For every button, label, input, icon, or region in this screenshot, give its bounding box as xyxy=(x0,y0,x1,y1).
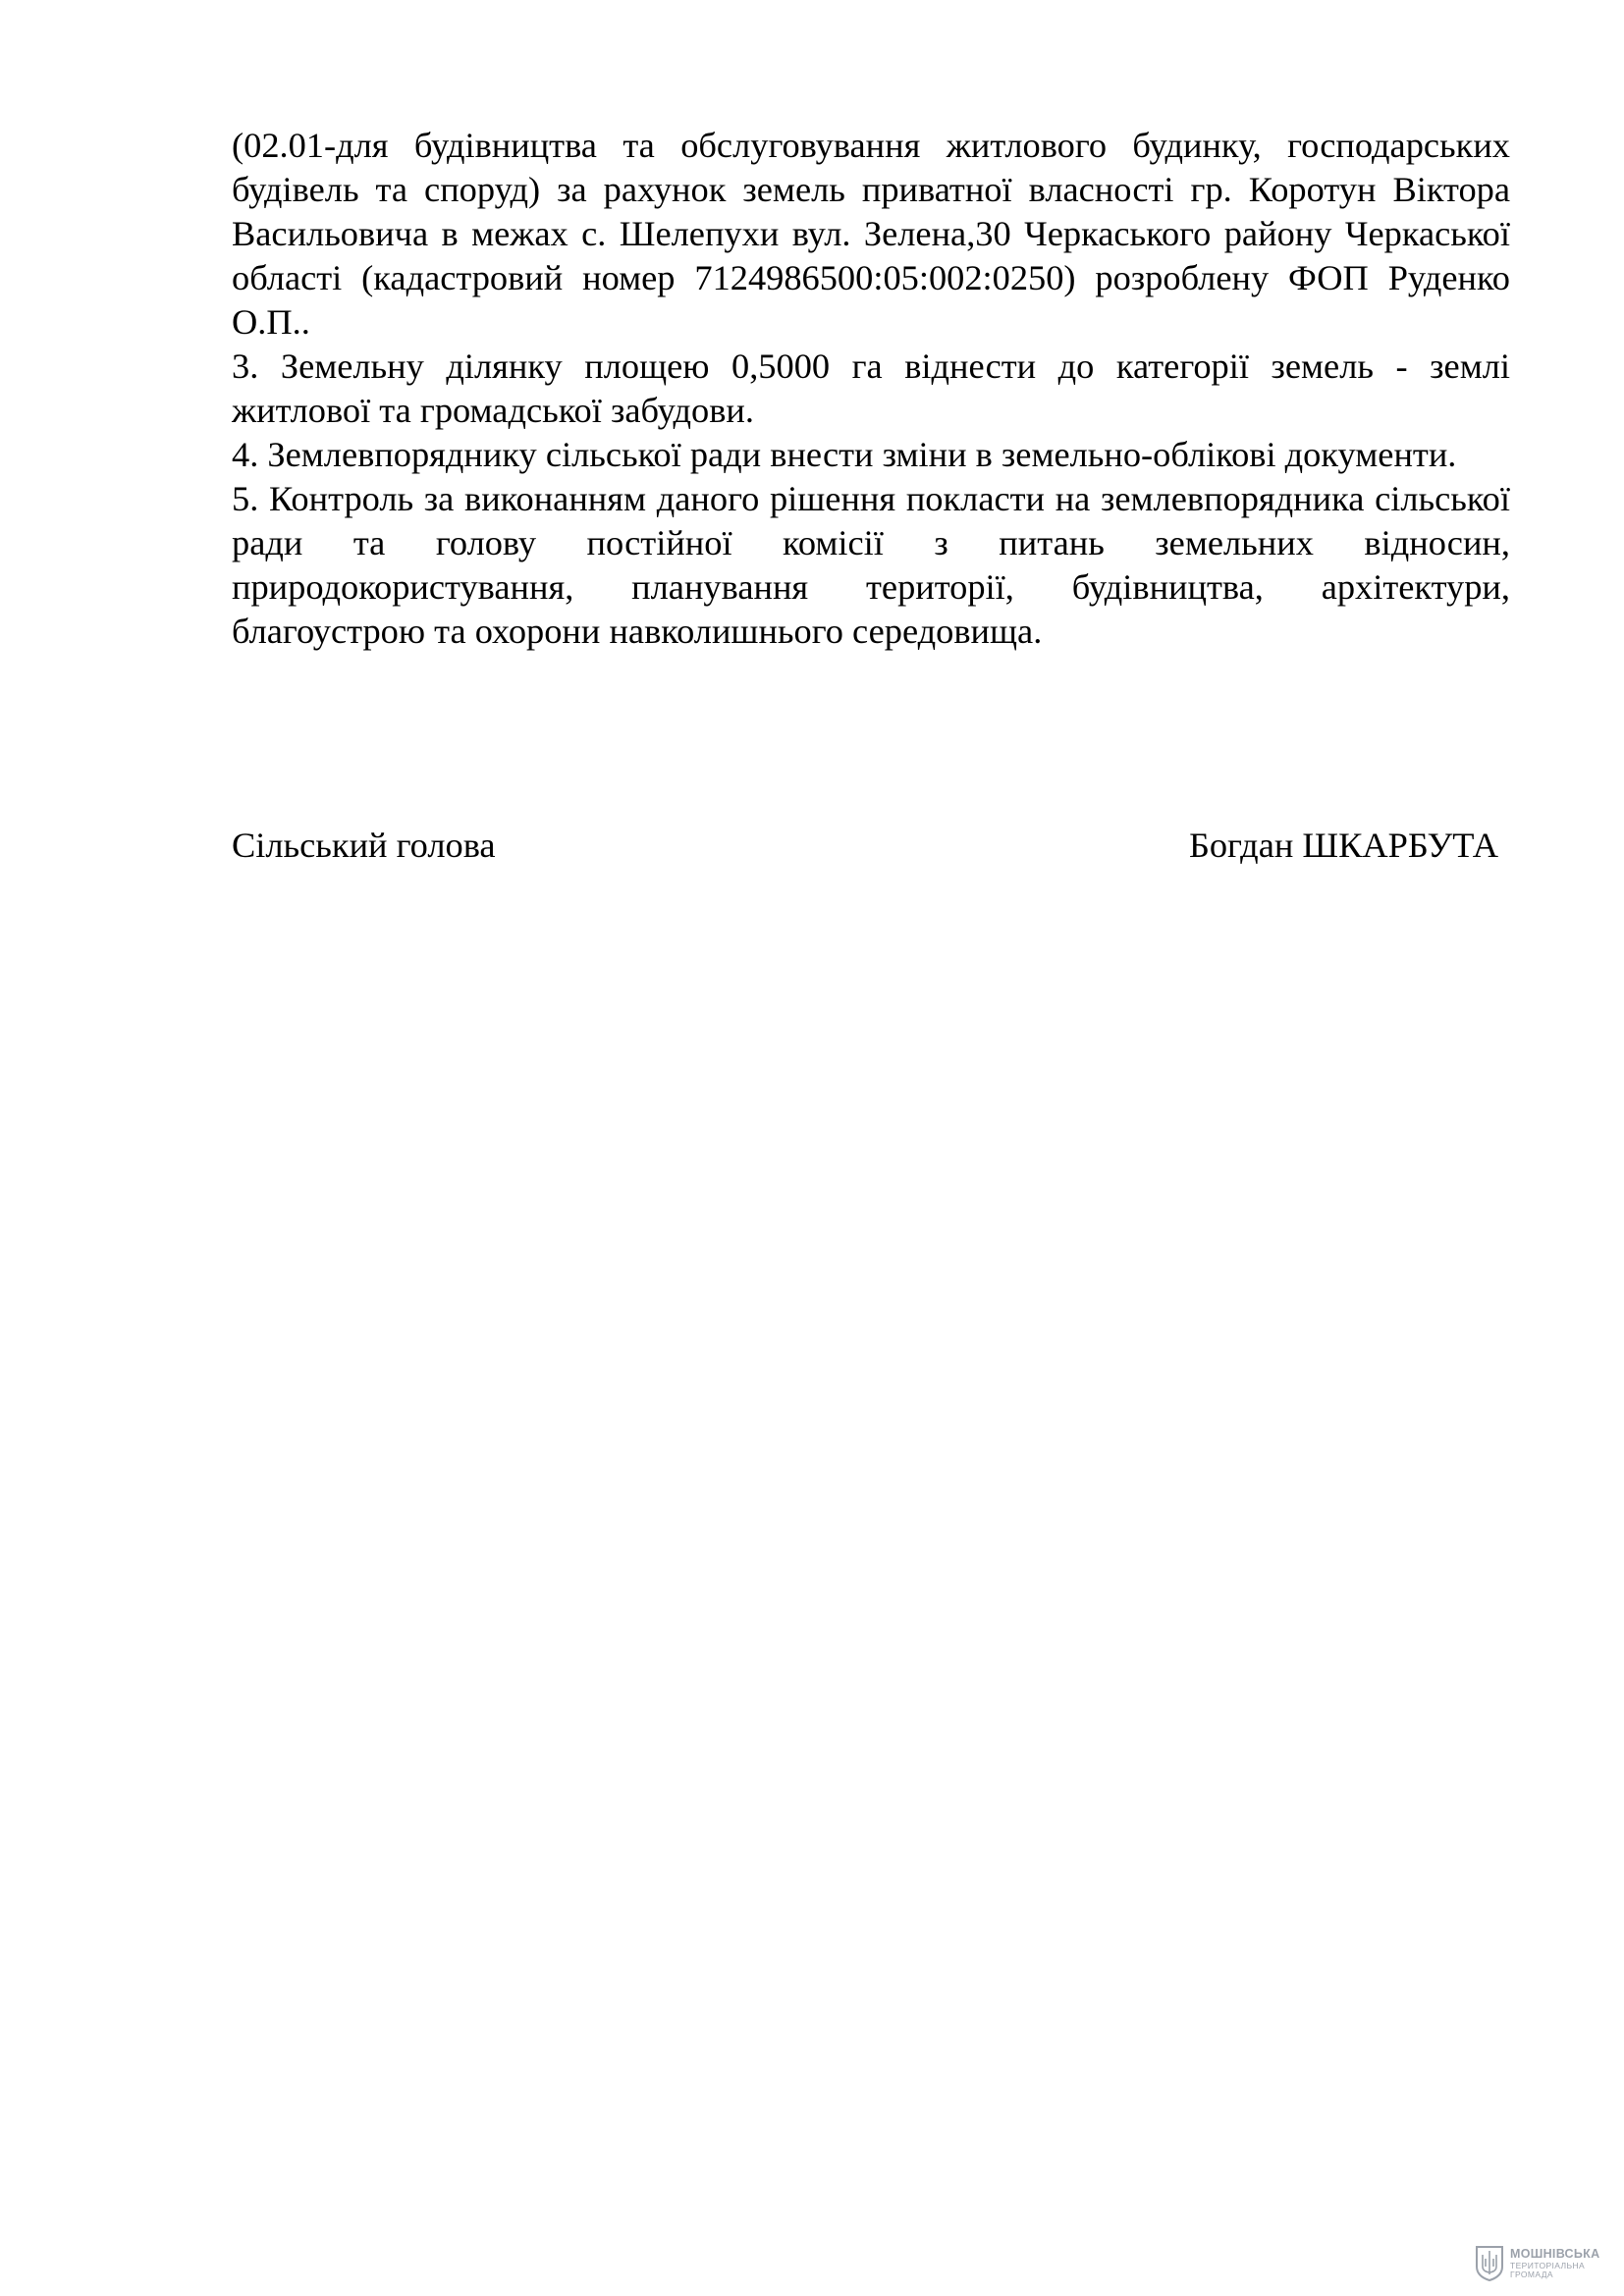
watermark-line-1: МОШНІВСЬКА xyxy=(1510,2247,1600,2262)
watermark-line-2: ТЕРИТОРІАЛЬНА xyxy=(1510,2260,1586,2270)
paragraph-item-5: 5. Контроль за виконанням даного рішення покласти на землевпорядника сільської ради та голову постійної комісії з питань земельних відносин, природокористування, планування території, будівництва, архітектури, благоустрою та охорони навколишнього середовища. xyxy=(232,479,1510,651)
watermark-line-3: ГРОМАДА xyxy=(1510,2269,1553,2280)
document-body xyxy=(232,124,1510,654)
signatory-title: Сільський голова xyxy=(232,826,496,865)
watermark-text xyxy=(1510,2248,1599,2279)
paragraph-item-3: 3. Земельну ділянку площею 0,5000 га віднести до категорії земель - землі житлової та громадської забудови. xyxy=(232,347,1510,430)
coat-of-arms-icon xyxy=(1475,2245,1504,2282)
paragraph-item-4: 4. Землевпоряднику сільської ради внести зміни в земельно-облікові документи. xyxy=(232,435,1457,474)
community-watermark xyxy=(1475,2245,1599,2282)
paragraph-continuation: (02.01-для будівництва та обслуговування житлового будинку, господарських будівель та споруд) за рахунок земель приватної власності гр. Коротун Віктора Васильовича в межах с. Шелепухи вул. Зелена,30 Черкаського району Черкаської області (кадастровий номер 7124986500:05:002:0250) розроблену ФОП Руденко О.П.. xyxy=(232,126,1510,342)
signatory-name: Богдан ШКАРБУТА xyxy=(1188,826,1498,865)
